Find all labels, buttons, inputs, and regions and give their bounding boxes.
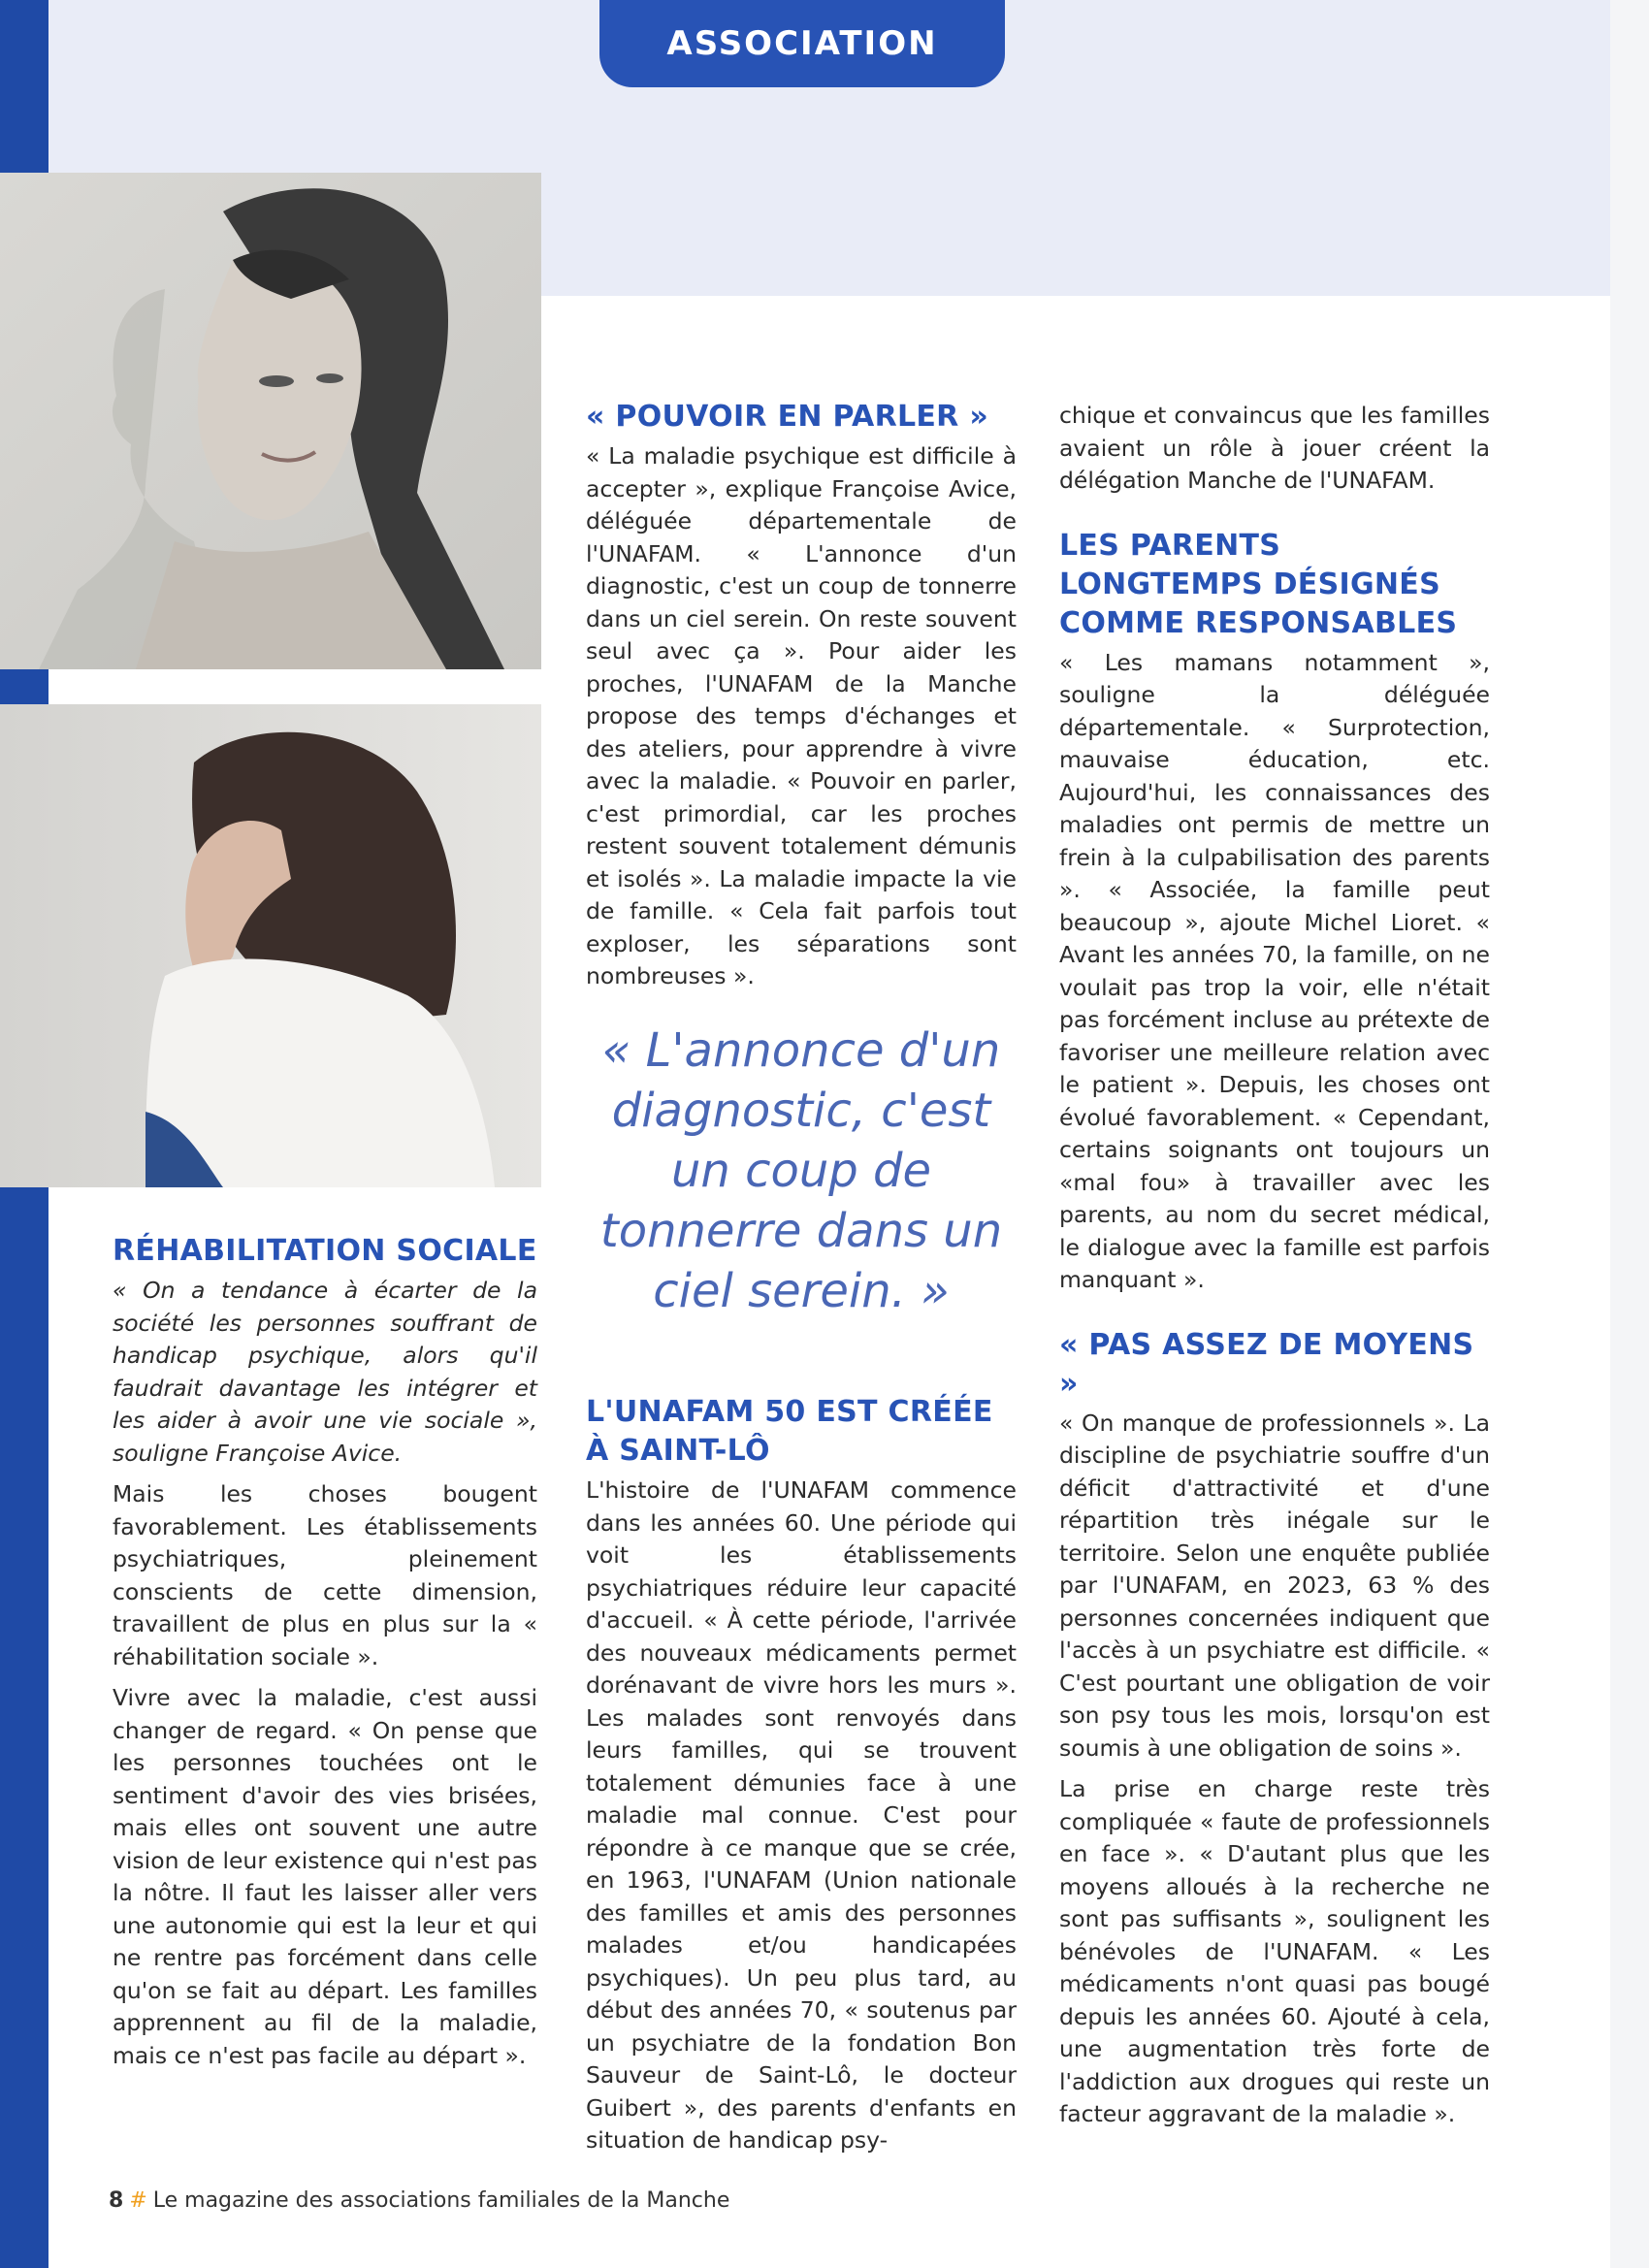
heading-unafam-50: L'UNAFAM 50 EST CRÉÉE À SAINT-LÔ <box>586 1395 993 1468</box>
paragraph: « La maladie psychique est difficile à accepter », explique Françoise Avice, déléguée départementale de l'UNAFAM. « L'annonce d'un diagnostic, c'est un coup de tonnerre dans un ciel serein. On reste souvent seul avec ça ». Pour aider les proches, l'UNAFAM de la Manche propose des temps d'échanges et des ateliers, pour apprendre à vivre avec la maladie. « Pouvoir en parler, c'est primordial, car les proches restent souvent totalement démunis et isolés ». La maladie impacte la vie de famille. « Cela fait parfois tout exploser, les séparations sont nombreuses ». <box>586 442 1017 989</box>
paragraph: « Les mamans notamment », souligne la déléguée départementale. « Surprotection, mauvaise éducation, etc. Aujourd'hui, les connaissances des maladies ont permis de mettre un frein à la culpabilisation des parents ». « Associée, la famille peut beaucoup », ajoute Michel Lioret. « Avant les années 70, la famille, on ne voulait pas trop la voir, elle n'était pas forcément incluse au prétexte de favoriser une meilleure relation avec le patient ». Depuis, les choses ont évolué favorablement. « Cependant, certains soignants ont toujours un «mal fou» à travailler avec les parents, au nom du secret médical, le dialogue avec la famille est parfois manquant ». <box>1059 648 1490 1293</box>
section-tab: ASSOCIATION <box>599 0 1005 87</box>
heading-parents-responsables: LES PARENTS LONGTEMPS DÉSIGNÉS COMME RESPONSABLES <box>1059 528 1458 640</box>
magazine-name: Le magazine des associations familiales de la Manche <box>152 2188 730 2213</box>
paragraph: Mais les choses bougent favorablement. Les établissements psychiatriques, pleinement conscients de cette dimension, travaillent de plus en plus sur la « réhabilitation sociale ». <box>113 1480 537 1670</box>
column-middle-lower <box>586 1393 1017 2166</box>
paragraph: L'histoire de l'UNAFAM commence dans les années 60. Une période qui voit les établissements psychiatriques réduire leur capacité d'accueil. « À cette période, l'arrivée des nouveaux médicaments permet dorénavant de vivre hors les murs ». Les malades sont renvoyés dans leurs familles, qui se trouvent totalement démunies face à une maladie mal connue. C'est pour répondre à ce manque que se crée, en 1963, l'UNAFAM (Union nationale des familles et amis des personnes malades et/ou handicapées psychiques). Un peu plus tard, au début des années 70, « soutenus par un psychiatre de la fondation Bon Sauveur de Saint-Lô, le docteur Guibert », des parents d'enfants en situation de handicap psy- <box>586 1476 1017 2154</box>
paragraph: « On a tendance à écarter de la société les personnes souffrant de handicap psychique, alors qu'il faudrait davantage les intégrer et les aider à avoir une vie sociale », souligne Françoise Avice. <box>113 1277 537 1467</box>
heading-pas-assez-de-moyens: « PAS ASSEZ DE MOYENS » <box>1059 1327 1474 1401</box>
heading-rehabilitation: RÉHABILITATION SOCIALE <box>113 1234 537 1268</box>
page-number: 8 <box>109 2188 124 2213</box>
column-middle <box>586 398 1017 1002</box>
paragraph: La prise en charge reste très compliquée « faute de professionnels en face ». « D'autant plus que les moyens alloués à la recherche ne sont pas suffisants », soulignent les bénévoles de l'UNAFAM. « Les médicaments n'ont quasi pas bougé depuis les années 60. Ajouté à cela, une augmentation très forte de l'addiction aux drogues qui reste un facteur aggravant de la maladie ». <box>1059 1775 1490 2127</box>
paragraph: chique et convaincus que les familles avaient un rôle à jouer créent la délégation Manche de l'UNAFAM. <box>1059 402 1490 494</box>
page-edge <box>1610 0 1649 2268</box>
distressed-woman-photo <box>0 704 541 1187</box>
page-footer <box>109 2188 729 2213</box>
footer-separator: # <box>129 2188 147 2213</box>
paragraph: Vivre avec la maladie, c'est aussi changer de regard. « On pense que les personnes touchées ont le sentiment d'avoir des vies brisées, mais elles ont souvent une autre vision de leur existence qui n'est pas la nôtre. Il faut les laisser aller vers une autonomie qui est la leur et qui ne rentre pas forcément dans celle qu'on se fait au départ. Les familles apprennent au fil de la maladie, mais ce n'est pas facile au départ ». <box>113 1684 537 2069</box>
portrait-photo <box>0 173 541 669</box>
pull-quote: « L'annonce d'un diagnostic, c'est un coup de tonnerre dans un ciel serein. » <box>599 1023 1003 1318</box>
paragraph: « On manque de professionnels ». La discipline de psychiatrie souffre d'un déficit d'attractivité et d'une répartition très inégale sur le territoire. Selon une enquête publiée par l'UNAFAM, en 2023, 63 % des personnes concernées indiquent que l'accès à un psychiatre est difficile. « C'est pourtant une obligation de voir son psy tous les mois, lorsqu'on est soumis à une obligation de soins ». <box>1059 1409 1490 1762</box>
column-left <box>113 1232 537 2081</box>
heading-pouvoir-en-parler: « POUVOIR EN PARLER » <box>586 400 989 434</box>
column-right <box>1059 400 1490 2140</box>
